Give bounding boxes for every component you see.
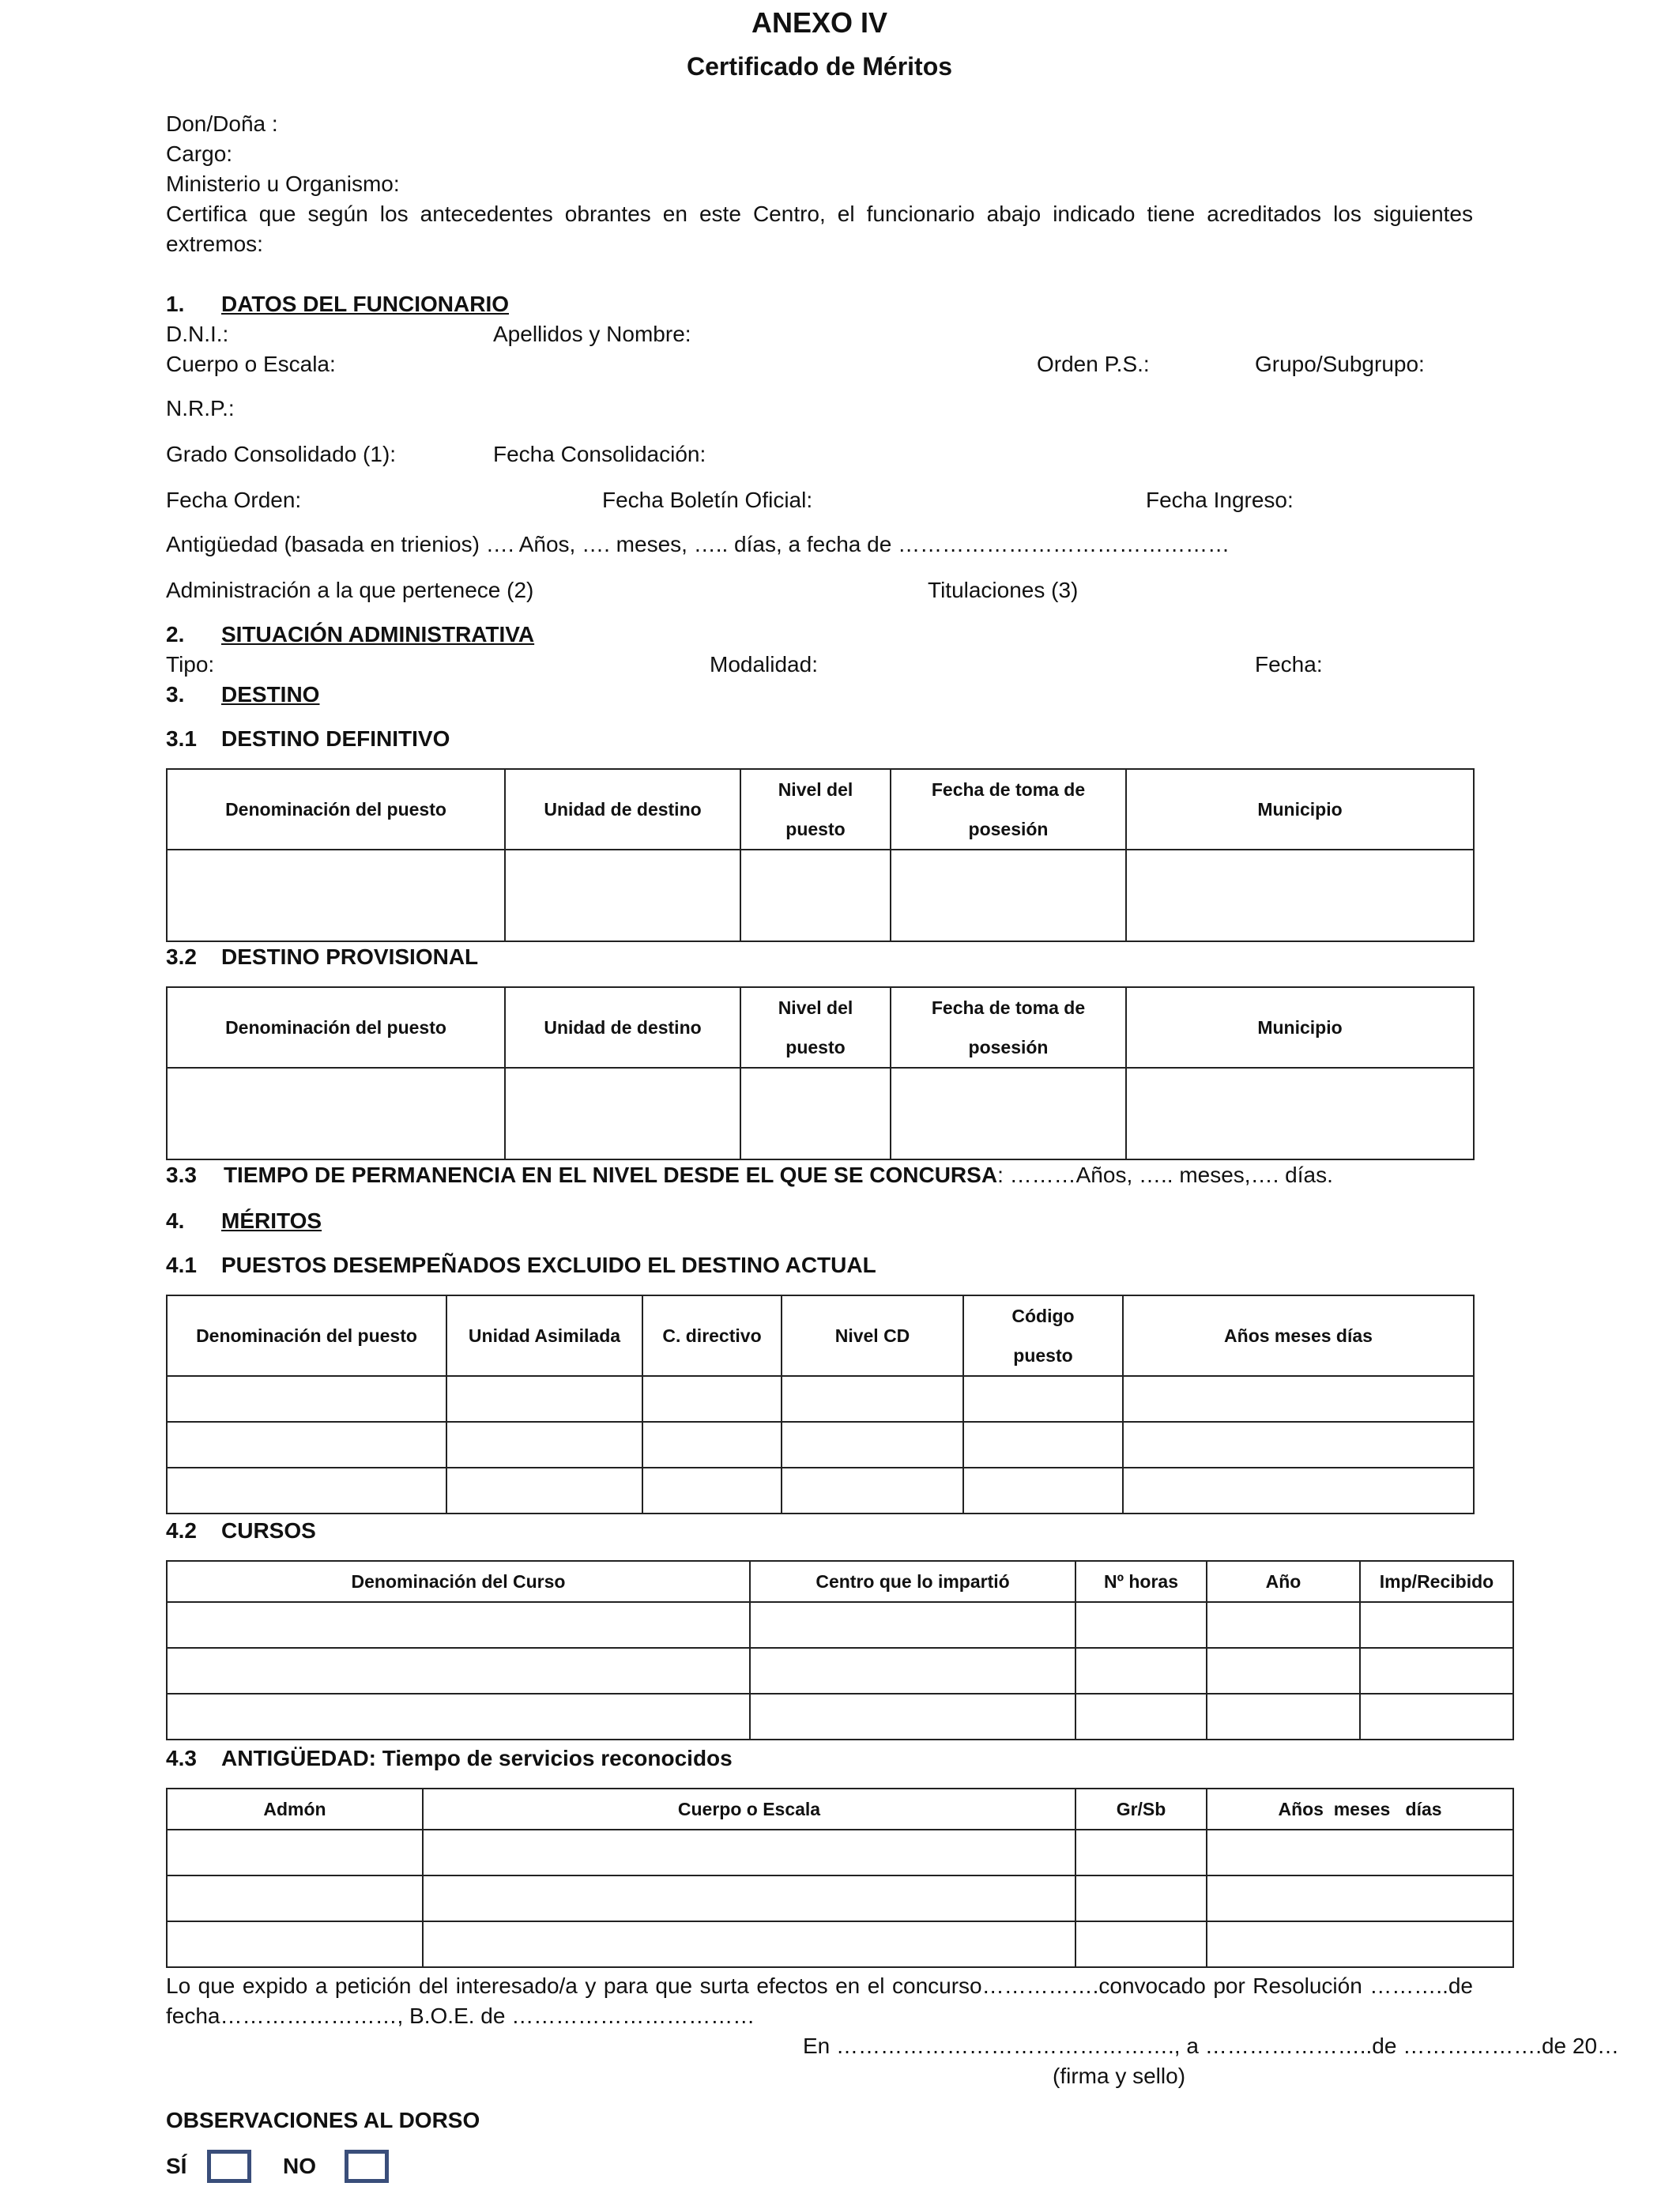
cell-input[interactable]	[167, 1694, 750, 1740]
section-3-3-line	[166, 1160, 1333, 1190]
cell-input[interactable]	[642, 1468, 782, 1514]
si-label: SÍ	[166, 2154, 187, 2178]
header-denominacion: Denominación del puesto	[167, 769, 505, 850]
section-3-2-title: DESTINO PROVISIONAL	[221, 944, 479, 969]
section-4-1-title: PUESTOS DESEMPEÑADOS EXCLUIDO EL DESTINO ACTUAL	[221, 1253, 876, 1277]
cell-input[interactable]	[423, 1921, 1075, 1967]
cursos-table	[166, 1560, 1514, 1740]
cell-input[interactable]	[750, 1694, 1075, 1740]
header-cuerpo-escala: Cuerpo o Escala	[423, 1789, 1075, 1830]
cell-input[interactable]	[782, 1376, 963, 1422]
header-admon: Admón	[167, 1789, 423, 1830]
section-1-number: 1.	[166, 292, 185, 316]
section-4-title: MÉRITOS	[221, 1208, 322, 1233]
puestos-desempenados-table	[166, 1295, 1475, 1514]
fecha-ingreso-label: Fecha Ingreso:	[1146, 488, 1294, 512]
antiguedad-line: Antigüedad (basada en trienios) …. Años, …. meses, ….. días, a fecha de ………………………………………	[166, 532, 1230, 556]
cell-input[interactable]	[423, 1875, 1075, 1921]
cuerpo-label: Cuerpo o Escala:	[166, 352, 336, 376]
section-3-title: DESTINO	[221, 682, 320, 707]
section-3-1-title: DESTINO DEFINITIVO	[221, 726, 450, 751]
fecha-boletin-label: Fecha Boletín Oficial:	[602, 488, 813, 512]
cargo-label: Cargo:	[166, 141, 233, 166]
cell-input[interactable]	[1207, 1648, 1360, 1694]
cell-input[interactable]	[1075, 1694, 1207, 1740]
section-4-2-number: 4.2	[166, 1518, 197, 1543]
cell-input[interactable]	[1207, 1694, 1360, 1740]
destino-provisional-table	[166, 986, 1475, 1160]
section-3-3-value: : ………Años, ….. meses,…. días.	[997, 1163, 1333, 1187]
cell-input[interactable]	[1075, 1830, 1207, 1875]
cell-input[interactable]	[423, 1830, 1075, 1875]
page-title: Certificado de Méritos	[686, 52, 953, 81]
cell-input[interactable]	[1123, 1422, 1474, 1468]
header-horas: Nº horas	[1075, 1561, 1207, 1602]
observaciones-label: OBSERVACIONES AL DORSO	[166, 2108, 480, 2132]
header-nivel: Nivel del puesto	[740, 987, 891, 1068]
titulaciones-label: Titulaciones (3)	[928, 578, 1079, 602]
destino-definitivo-table	[166, 768, 1475, 942]
cell-input[interactable]	[1126, 1068, 1474, 1159]
cell-input[interactable]	[782, 1468, 963, 1514]
section-4-3-number: 4.3	[166, 1746, 197, 1770]
header-gr-sb: Gr/Sb	[1075, 1789, 1207, 1830]
section-4-3-title: ANTIGÜEDAD: Tiempo de servicios reconocidos	[221, 1746, 733, 1770]
header-denominacion: Denominación del puesto	[167, 987, 505, 1068]
header-unidad: Unidad de destino	[505, 987, 740, 1068]
fecha-orden-label: Fecha Orden:	[166, 488, 302, 512]
header-denominacion: Denominación del puesto	[167, 1295, 446, 1376]
cell-input[interactable]	[167, 1830, 423, 1875]
cell-input[interactable]	[1075, 1921, 1207, 1967]
cell-input[interactable]	[1207, 1875, 1513, 1921]
header-unidad-asimilada: Unidad Asimilada	[446, 1295, 642, 1376]
header-imp-recibido: Imp/Recibido	[1360, 1561, 1513, 1602]
cell-input[interactable]	[446, 1376, 642, 1422]
cell-input[interactable]	[167, 1422, 446, 1468]
grado-label: Grado Consolidado (1):	[166, 442, 397, 466]
section-2-title: SITUACIÓN ADMINISTRATIVA	[221, 622, 535, 647]
section-3-2-number: 3.2	[166, 944, 197, 969]
cell-input[interactable]	[642, 1422, 782, 1468]
section-4-1-number: 4.1	[166, 1253, 197, 1277]
cell-input[interactable]	[167, 1602, 750, 1648]
cell-input[interactable]	[740, 1068, 891, 1159]
fecha-label: Fecha:	[1255, 652, 1323, 677]
don-label: Don/Doña :	[166, 111, 278, 136]
no-checkbox[interactable]	[345, 2150, 389, 2183]
header-fecha-toma: Fecha de toma de posesión	[891, 987, 1126, 1068]
header-nivel-cd: Nivel CD	[782, 1295, 963, 1376]
header-anos-meses-dias: Años meses días	[1207, 1789, 1513, 1830]
section-4-2-title: CURSOS	[221, 1518, 316, 1543]
cell-input[interactable]	[782, 1422, 963, 1468]
section-4-number: 4.	[166, 1208, 185, 1233]
header-nivel: Nivel del puesto	[740, 769, 891, 850]
cell-input[interactable]	[740, 850, 891, 941]
cell-input[interactable]	[1123, 1376, 1474, 1422]
lugar-fecha-line: En ………………………………………., a …………………..de ……………….de 20…	[803, 2034, 1620, 2058]
header-municipio: Municipio	[1126, 987, 1474, 1068]
cell-input[interactable]	[750, 1648, 1075, 1694]
cell-input[interactable]	[750, 1602, 1075, 1648]
grupo-label: Grupo/Subgrupo:	[1255, 352, 1425, 376]
cell-input[interactable]	[167, 1468, 446, 1514]
header-c-directivo: C. directivo	[642, 1295, 782, 1376]
si-checkbox[interactable]	[207, 2150, 251, 2183]
cell-input[interactable]	[963, 1376, 1123, 1422]
section-3-3-number: 3.3	[166, 1163, 197, 1187]
cell-input[interactable]	[167, 1068, 505, 1159]
cell-input[interactable]	[167, 1921, 423, 1967]
annex-title: ANEXO IV	[751, 6, 888, 39]
cell-input[interactable]	[1360, 1694, 1513, 1740]
firma-sello-label: (firma y sello)	[1053, 2064, 1186, 2088]
cell-input[interactable]	[891, 1068, 1126, 1159]
cell-input[interactable]	[891, 850, 1126, 941]
cell-input[interactable]	[167, 850, 505, 941]
cell-input[interactable]	[446, 1468, 642, 1514]
modalidad-label: Modalidad:	[710, 652, 818, 677]
cell-input[interactable]	[1207, 1602, 1360, 1648]
cell-input[interactable]	[167, 1376, 446, 1422]
cell-input[interactable]	[1360, 1602, 1513, 1648]
header-denominacion-curso: Denominación del Curso	[167, 1561, 750, 1602]
cell-input[interactable]	[1207, 1921, 1513, 1967]
nrp-label: N.R.P.:	[166, 396, 235, 420]
dni-label: D.N.I.:	[166, 322, 229, 346]
cell-input[interactable]	[1123, 1468, 1474, 1514]
header-fecha-toma: Fecha de toma de posesión	[891, 769, 1126, 850]
cell-input[interactable]	[1360, 1648, 1513, 1694]
cell-input[interactable]	[167, 1875, 423, 1921]
apellidos-label: Apellidos y Nombre:	[493, 322, 691, 346]
cell-input[interactable]	[505, 850, 740, 941]
cell-input[interactable]	[1075, 1875, 1207, 1921]
header-anos-meses-dias: Años meses días	[1123, 1295, 1474, 1376]
expido-paragraph: Lo que expido a petición del interesado/a y para que surta efectos en el concurso…………….convocado por Resolución ………..de fecha……………………, B.O.E. de ……………………………	[166, 1973, 1473, 2028]
section-1-title: DATOS DEL FUNCIONARIO	[221, 292, 510, 316]
cell-input[interactable]	[505, 1068, 740, 1159]
section-2-number: 2.	[166, 622, 185, 647]
orden-ps-label: Orden P.S.:	[1037, 352, 1150, 376]
header-centro: Centro que lo impartió	[750, 1561, 1075, 1602]
cell-input[interactable]	[446, 1422, 642, 1468]
fecha-consolidacion-label: Fecha Consolidación:	[493, 442, 706, 466]
cell-input[interactable]	[1075, 1648, 1207, 1694]
no-label: NO	[283, 2154, 316, 2178]
ministerio-label: Ministerio u Organismo:	[166, 172, 400, 196]
cell-input[interactable]	[1126, 850, 1474, 941]
header-ano: Año	[1207, 1561, 1360, 1602]
header-codigo-puesto: Código puesto	[963, 1295, 1123, 1376]
header-unidad: Unidad de destino	[505, 769, 740, 850]
header-municipio: Municipio	[1126, 769, 1474, 850]
cell-input[interactable]	[167, 1648, 750, 1694]
section-3-3-title: TIEMPO DE PERMANENCIA EN EL NIVEL DESDE EL QUE SE CONCURSA	[223, 1163, 998, 1187]
cell-input[interactable]	[1075, 1602, 1207, 1648]
administracion-label: Administración a la que pertenece (2)	[166, 578, 534, 602]
cell-input[interactable]	[1207, 1830, 1513, 1875]
cell-input[interactable]	[963, 1468, 1123, 1514]
antiguedad-table	[166, 1788, 1514, 1968]
cell-input[interactable]	[963, 1422, 1123, 1468]
section-3-number: 3.	[166, 682, 185, 707]
tipo-label: Tipo:	[166, 652, 215, 677]
cell-input[interactable]	[642, 1376, 782, 1422]
certifica-paragraph: Certifica que según los antecedentes obrantes en este Centro, el funcionario abajo indicado tiene acreditados los siguientes extremos:	[166, 202, 1473, 256]
section-3-1-number: 3.1	[166, 726, 197, 751]
